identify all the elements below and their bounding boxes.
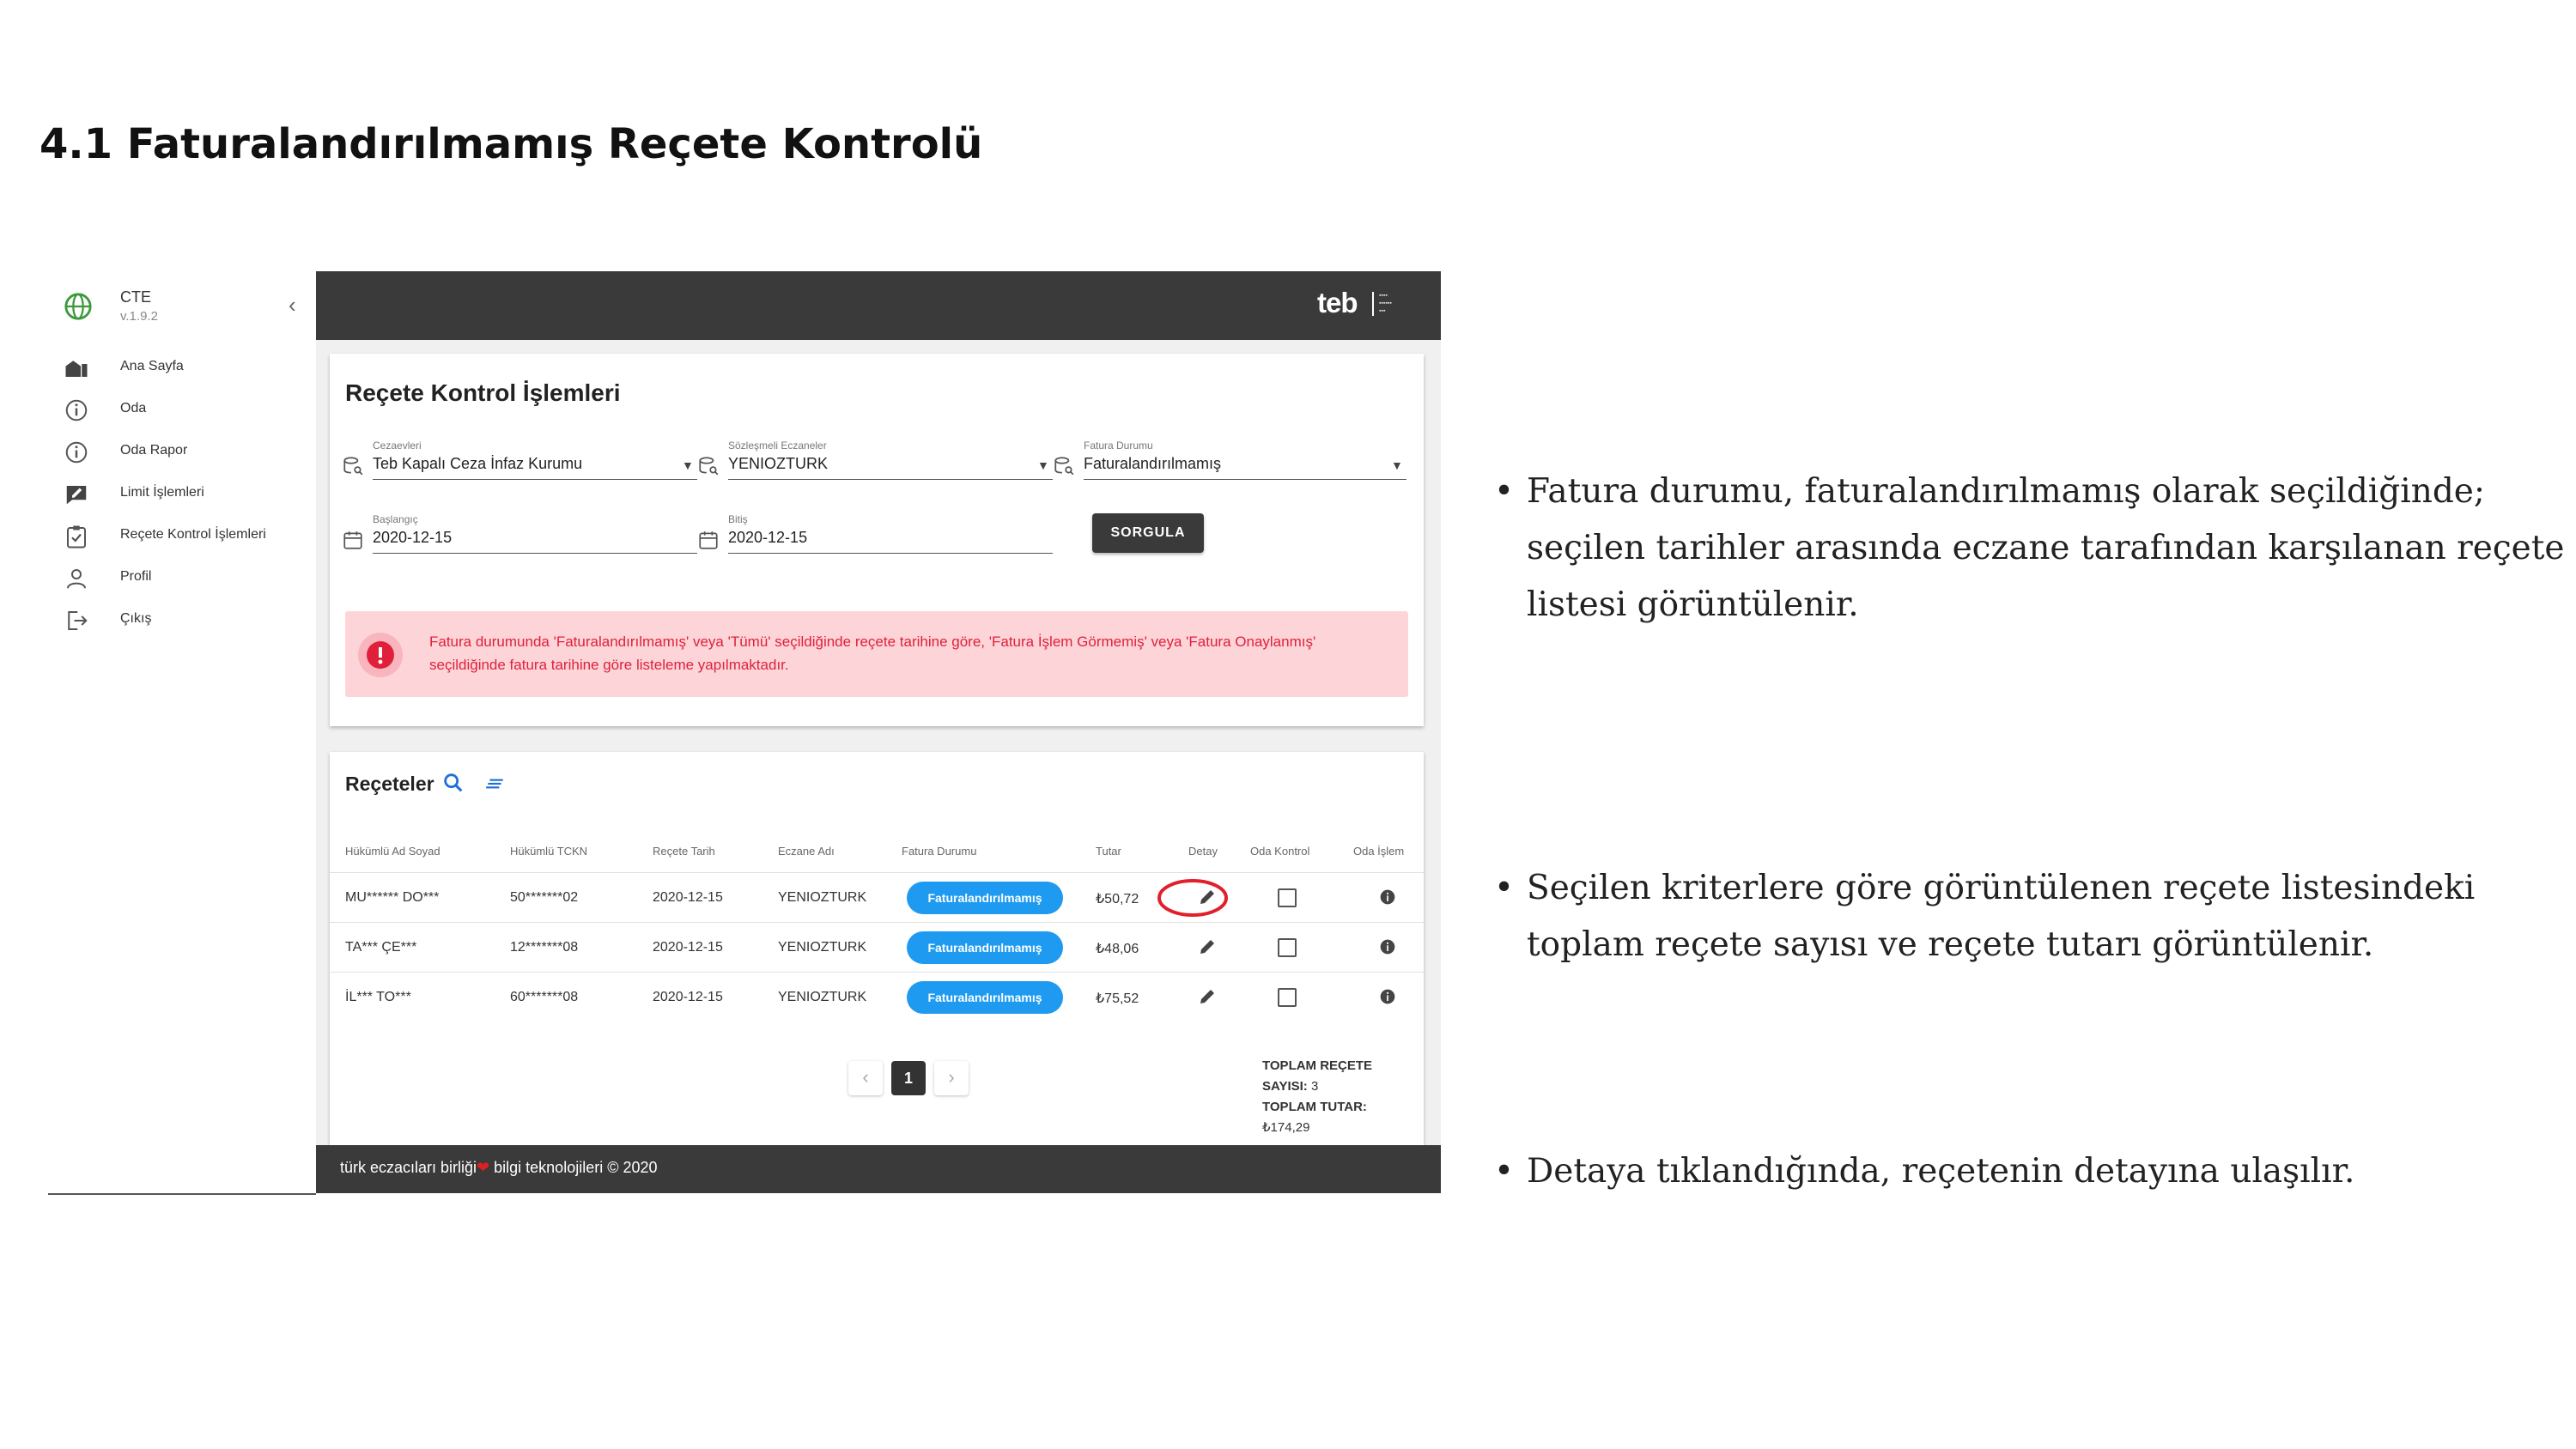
column-header[interactable]: Oda İşlem: [1353, 845, 1405, 858]
brand: [64, 283, 313, 335]
cell-amount: ₺50,72: [1096, 892, 1139, 906]
baslangic-date-field[interactable]: [342, 513, 694, 556]
sidebar-nav: [64, 347, 313, 641]
footer-text-before: türk eczacıları birliği: [340, 1159, 477, 1176]
sidebar-item-oda[interactable]: [64, 389, 313, 431]
pencil-icon[interactable]: [1197, 986, 1218, 1007]
pagination-prev-button[interactable]: ‹: [848, 1061, 883, 1095]
logout-icon: [64, 608, 89, 634]
field-underline: [728, 553, 1053, 554]
table-row: [330, 922, 1424, 973]
database-search-icon: [1053, 455, 1075, 477]
bitis-label: Bitiş: [728, 513, 748, 525]
fatura-durumu-select[interactable]: [1053, 440, 1408, 482]
dropdown-caret-icon: ▼: [1037, 458, 1049, 472]
dropdown-caret-icon: ▼: [682, 458, 694, 472]
sidebar-item-recete-kontrol[interactable]: [64, 515, 313, 557]
column-header[interactable]: Eczane Adı: [778, 845, 835, 858]
cell-tckn: 12*******08: [510, 940, 579, 955]
footer-text: [340, 1159, 658, 1177]
sidebar: [48, 271, 316, 1193]
cell-date: 2020-12-15: [653, 890, 723, 905]
cell-pharmacy: YENIOZTURK: [778, 940, 867, 955]
top-bar: [316, 271, 1441, 340]
field-underline: [373, 479, 697, 480]
column-header[interactable]: Tutar: [1096, 845, 1121, 858]
pagination-current-page[interactable]: 1: [891, 1061, 926, 1095]
sidebar-item-label: Oda Rapor: [120, 443, 188, 458]
pagination-next-button[interactable]: ›: [934, 1061, 969, 1095]
app-screenshot: [48, 271, 1441, 1195]
app-version: v.1.9.2: [120, 309, 158, 324]
filter-card-title: Reçete Kontrol İşlemleri: [345, 379, 621, 406]
description-item: • Seçilen kriterlere göre görüntülenen reçete listesindeki toplam reçete sayısı ve reçete tutarı görüntülenir.: [1494, 869, 2476, 964]
cell-date: 2020-12-15: [653, 940, 723, 955]
description-text: Detaya tıklandığında, reçetenin detayına ulaşılır.: [1527, 1152, 2355, 1191]
search-icon[interactable]: [441, 771, 465, 795]
table-row: [330, 872, 1424, 923]
divider: [48, 1193, 316, 1195]
filter-card: [330, 354, 1424, 726]
sidebar-item-label: Reçete Kontrol İşlemleri: [120, 527, 266, 542]
description-item: • Fatura durumu, faturalandırılmamış olarak seçildiğinde; seçilen tarihler arasında eczane tarafından karşılanan reçete listesi görüntülenir.: [1494, 472, 2565, 624]
calendar-icon: [342, 529, 364, 551]
cezaevleri-select[interactable]: [342, 440, 694, 482]
sidebar-item-limit-islemleri[interactable]: [64, 473, 313, 515]
person-icon: [64, 566, 89, 591]
field-underline: [1084, 479, 1406, 480]
database-search-icon: [342, 455, 364, 477]
logo-subtext: ▪▪▪▪ ▪▪▪▪▪▪ ▪▪▪: [1379, 293, 1392, 314]
logo-divider: [1372, 292, 1374, 316]
cell-date: 2020-12-15: [653, 990, 723, 1004]
description-item: • Detaya tıklandığında, reçetenin detayına ulaşılır.: [1494, 1152, 2355, 1191]
teb-logo: [1317, 287, 1420, 324]
info-alert: [345, 611, 1408, 697]
calendar-icon: [697, 529, 720, 551]
sidebar-item-label: Ana Sayfa: [120, 359, 184, 373]
collapse-chevron-icon[interactable]: ‹: [289, 292, 296, 318]
fatura-durumu-value: Faturalandırılmamış: [1084, 455, 1222, 472]
status-badge: Faturalandırılmamış: [907, 981, 1063, 1014]
dropdown-caret-icon: ▼: [1391, 458, 1403, 472]
pencil-icon[interactable]: [1197, 937, 1218, 957]
cell-pharmacy: YENIOZTURK: [778, 890, 867, 905]
field-underline: [373, 553, 697, 554]
description-text: Fatura durumu, faturalandırılmamış olarak seçildiğinde; seçilen tarihler arasında eczane tarafından karşılanan reçete listesi görüntülenir.: [1527, 472, 2565, 624]
footer: [316, 1145, 1441, 1193]
info-icon[interactable]: [1379, 938, 1396, 955]
column-header[interactable]: Oda Kontrol: [1250, 845, 1310, 858]
table-row: [330, 972, 1424, 1022]
cell-pharmacy: YENIOZTURK: [778, 990, 867, 1004]
sidebar-item-label: Çıkış: [120, 611, 152, 626]
eczaneler-label: Sözleşmeli Eczaneler: [728, 440, 827, 452]
pencil-icon[interactable]: [1197, 887, 1218, 907]
status-badge: Faturalandırılmamış: [907, 931, 1063, 964]
alert-exclamation-icon: [357, 632, 404, 678]
cell-name: İL*** TO***: [345, 990, 411, 1004]
cell-amount: ₺48,06: [1096, 942, 1139, 956]
column-header[interactable]: Hükümlü TCKN: [510, 845, 588, 858]
oda-kontrol-checkbox[interactable]: [1278, 888, 1297, 907]
sidebar-item-cikis[interactable]: [64, 599, 313, 641]
cell-tckn: 60*******08: [510, 990, 579, 1004]
column-header[interactable]: Fatura Durumu: [902, 845, 977, 858]
heart-icon: ❤: [477, 1159, 490, 1176]
sidebar-item-ana-sayfa[interactable]: [64, 347, 313, 389]
info-circle-icon: [64, 440, 89, 465]
globe-icon: [64, 292, 93, 321]
baslangic-label: Başlangıç: [373, 513, 418, 525]
cezaevleri-value: Teb Kapalı Ceza İnfaz Kurumu: [373, 455, 583, 472]
column-header[interactable]: Hükümlü Ad Soyad: [345, 845, 440, 858]
total-count-label: TOPLAM REÇETE SAYISI:: [1262, 1058, 1373, 1094]
description-text: Seçilen kriterlere göre görüntülenen reçete listesindeki toplam reçete sayısı ve reçete tutarı görüntülenir.: [1527, 869, 2476, 964]
total-amount-label: TOPLAM TUTAR:: [1262, 1100, 1367, 1114]
sidebar-item-label: Limit İşlemleri: [120, 485, 204, 500]
totals-summary: [1262, 1056, 1417, 1138]
logo-text: teb: [1317, 287, 1358, 318]
alert-text: Fatura durumunda 'Faturalandırılmamış' veya 'Tümü' seçildiğinde reçete tarihine göre, 'Fatura İşlem Görmemiş' veya 'Fatura Onaylanmış' seçildiğinde fatura tarihine göre listeleme yapılmaktadır.: [429, 634, 1316, 673]
database-search-icon: [697, 455, 720, 477]
bitis-date-field[interactable]: [697, 513, 1049, 556]
column-header[interactable]: Reçete Tarih: [653, 845, 715, 858]
clipboard-check-icon: [64, 524, 89, 549]
total-amount-value: ₺174,29: [1262, 1120, 1310, 1135]
cell-tckn: 50*******02: [510, 890, 579, 905]
sidebar-item-label: Profil: [120, 569, 152, 584]
footer-text-after: bilgi teknolojileri © 2020: [489, 1159, 658, 1176]
info-icon[interactable]: [1379, 988, 1396, 1005]
info-icon[interactable]: [1379, 888, 1396, 906]
sidebar-item-oda-rapor[interactable]: [64, 431, 313, 473]
eczaneler-value: YENIOZTURK: [728, 455, 829, 472]
home-icon: [64, 355, 89, 381]
eczaneler-select[interactable]: [697, 440, 1049, 482]
total-count-value: 3: [1310, 1079, 1319, 1094]
app-name: CTE: [120, 288, 151, 306]
cell-name: MU****** DO***: [345, 890, 440, 905]
status-badge: Faturalandırılmamış: [907, 882, 1063, 914]
sidebar-item-label: Oda: [120, 401, 147, 415]
baslangic-value: 2020-12-15: [373, 529, 453, 546]
oda-kontrol-checkbox[interactable]: [1278, 988, 1297, 1007]
description-list: [1494, 464, 2565, 1191]
cell-amount: ₺75,52: [1096, 991, 1139, 1006]
sidebar-item-profil[interactable]: [64, 557, 313, 599]
document-title: 4.1 Faturalandırılmamış Reçete Kontrolü: [39, 120, 983, 168]
sorgula-button[interactable]: SORGULA: [1092, 513, 1204, 553]
column-header[interactable]: Detay: [1188, 845, 1218, 858]
cell-name: TA*** ÇE***: [345, 940, 417, 955]
info-circle-icon: [64, 397, 89, 423]
highlight-ring: [1156, 876, 1230, 919]
receteler-title: Reçeteler: [345, 773, 434, 795]
fatura-durumu-label: Fatura Durumu: [1084, 440, 1153, 452]
cezaevleri-label: Cezaevleri: [373, 440, 422, 452]
receteler-card: [330, 752, 1424, 1145]
bitis-value: 2020-12-15: [728, 529, 808, 546]
field-underline: [728, 479, 1053, 480]
oda-kontrol-checkbox[interactable]: [1278, 938, 1297, 957]
edit-box-icon: [64, 482, 89, 507]
filter-list-icon[interactable]: [484, 773, 507, 795]
